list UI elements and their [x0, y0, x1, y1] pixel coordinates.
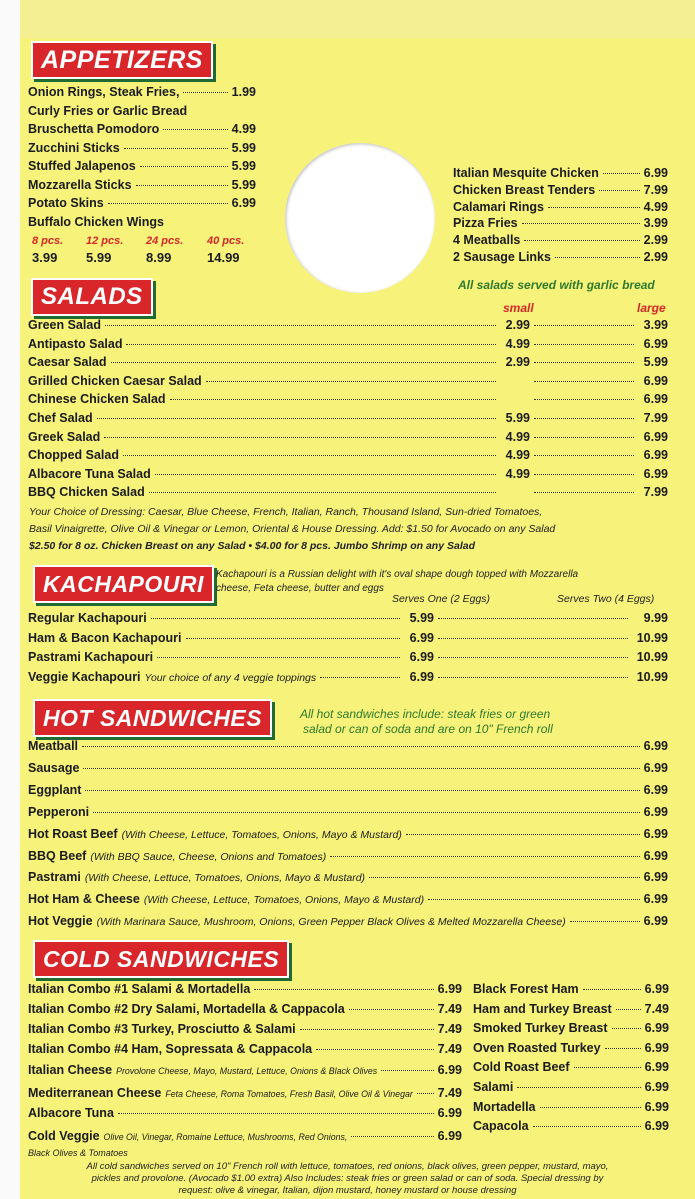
salad-item	[28, 430, 668, 444]
dot-leader	[349, 1009, 434, 1010]
item-name: Italian Cheese	[28, 1063, 113, 1077]
item-name: Capacola	[473, 1119, 529, 1134]
dot-leader	[438, 618, 628, 619]
dot-leader	[149, 492, 496, 493]
item-name: Pepperoni	[28, 804, 90, 819]
item-name: Curly Fries or Garlic Bread	[28, 103, 188, 118]
item-name: 2 Sausage Links	[453, 250, 551, 264]
item-price: 6.99	[437, 1063, 462, 1077]
price-serves-one: 5.99	[409, 611, 434, 625]
salad-item	[28, 318, 668, 332]
cold-sandwich-item	[28, 1106, 462, 1120]
dot-leader	[97, 418, 496, 419]
hot-sandwich-item	[28, 914, 668, 928]
dot-leader	[170, 399, 496, 400]
item-price: 6.99	[643, 870, 668, 885]
price-serves-two: 10.99	[636, 630, 668, 645]
item-name: Italian Mesquite Chicken	[453, 166, 599, 180]
dot-leader	[151, 618, 400, 619]
dot-leader	[320, 677, 400, 678]
item-name: Albacore Tuna Salad	[28, 466, 151, 481]
item-price: 4.99	[231, 122, 256, 136]
cold-veggie-cont: Black Olives & Tomatoes	[28, 1148, 128, 1158]
item-price: 6.99	[437, 1106, 462, 1120]
cold-sandwich-item	[28, 982, 462, 996]
price-serves-two: 10.99	[636, 650, 668, 665]
item-name: BBQ Chicken Salad	[28, 485, 145, 500]
dot-leader	[183, 92, 227, 93]
item-name: Eggplant	[28, 782, 82, 797]
item-name: Italian Combo #3 Turkey, Prosciutto & Salami	[28, 1022, 296, 1036]
item-price: 1.99	[231, 85, 256, 99]
dot-leader	[163, 129, 227, 130]
cold-footer-3: request: olive & vinegar, Italian, dijon mustard, honey mustard or house dressing	[178, 1185, 517, 1196]
item-name: Mediterranean Cheese	[28, 1086, 162, 1100]
hot-sandwich-item	[28, 892, 668, 906]
item-price: 6.99	[644, 1099, 669, 1114]
item-name: Hot Veggie	[28, 914, 93, 929]
dot-leader	[118, 1113, 434, 1114]
hot-sandwiches-banner: HOT SANDWICHES	[33, 699, 272, 737]
item-name: Ham & Bacon Kachapouri	[28, 630, 182, 645]
item-price: 6.99	[643, 826, 668, 841]
appetizer-item	[28, 122, 256, 136]
item-price: 6.99	[644, 1080, 669, 1094]
dot-leader	[555, 257, 640, 258]
dot-leader	[206, 381, 496, 382]
hot-sandwich-item	[28, 849, 668, 863]
item-price: 2.99	[643, 250, 668, 264]
item-price: 7.99	[643, 182, 668, 197]
item-name: Smoked Turkey Breast	[473, 1021, 608, 1036]
dot-leader	[534, 455, 634, 456]
dot-leader	[136, 185, 228, 186]
item-name: Regular Kachapouri	[28, 611, 147, 625]
dot-leader	[381, 1070, 433, 1071]
price-large: 7.99	[643, 411, 668, 425]
item-description: Your choice of any 4 veggie toppings	[144, 671, 317, 684]
dot-leader	[351, 1136, 433, 1137]
item-name: Albacore Tuna	[28, 1106, 114, 1120]
dot-leader	[570, 921, 640, 922]
dot-leader	[104, 437, 496, 438]
price-serves-two: 10.99	[636, 669, 668, 684]
salads-col-large: large	[637, 301, 666, 315]
item-description: (With BBQ Sauce, Cheese, Onions and Tomatoes)	[90, 850, 327, 863]
dot-leader	[140, 166, 228, 167]
dot-leader	[123, 455, 496, 456]
item-description: Provolone Cheese, Mayo, Mustard, Lettuce, Onions & Black Olives	[116, 1066, 378, 1076]
dot-leader	[534, 399, 634, 400]
salads-banner: SALADS	[31, 278, 153, 316]
item-price: 6.99	[231, 196, 256, 210]
dot-leader	[540, 1107, 641, 1108]
appetizer-item	[28, 178, 256, 192]
wings-price: 3.99	[32, 250, 58, 265]
dot-leader	[406, 834, 640, 835]
hot-sandwich-item	[28, 870, 668, 884]
appetizer-item	[453, 216, 668, 230]
dot-leader	[534, 344, 634, 345]
item-name: Chopped Salad	[28, 448, 119, 463]
salad-item	[28, 392, 668, 406]
salad-item	[28, 485, 668, 499]
item-name: Oven Roasted Turkey	[473, 1040, 601, 1055]
dot-leader	[438, 638, 628, 639]
cold-sandwich-item	[28, 1002, 462, 1016]
dot-leader	[157, 657, 400, 658]
appetizer-item	[28, 215, 248, 229]
price-serves-one: 6.99	[409, 630, 434, 645]
salad-item	[28, 411, 668, 425]
item-name: Pizza Fries	[453, 216, 518, 231]
price-serves-two: 9.99	[643, 611, 668, 625]
item-description: Olive Oil, Vinegar, Romaine Lettuce, Mushrooms, Red Onions,	[103, 1132, 348, 1142]
item-name: Ham and Turkey Breast	[473, 1001, 612, 1016]
salad-item	[28, 467, 668, 481]
dot-leader	[533, 1126, 641, 1127]
item-name: Antipasto Salad	[28, 336, 123, 351]
dot-leader	[534, 325, 634, 326]
item-name: Italian Combo #1 Salami & Mortadella	[28, 982, 251, 996]
cold-sandwich-item	[473, 1080, 669, 1094]
salads-note: All salads served with garlic bread	[458, 278, 655, 292]
dot-leader	[522, 223, 640, 224]
salads-col-small: small	[503, 301, 534, 315]
item-name: Italian Combo #2 Dry Salami, Mortadella & Cappacola	[28, 1002, 345, 1016]
item-price: 6.99	[437, 982, 462, 996]
salad-item	[28, 374, 668, 388]
item-name: Hot Roast Beef	[28, 826, 118, 841]
price-large: 3.99	[643, 318, 668, 332]
wings-price: 8.99	[146, 250, 172, 265]
price-large: 6.99	[643, 373, 668, 388]
dot-leader	[548, 207, 640, 208]
price-large: 6.99	[643, 336, 668, 351]
item-name: Onion Rings, Steak Fries,	[28, 85, 180, 99]
dot-leader	[83, 768, 639, 769]
cold-sandwich-item	[28, 1042, 462, 1056]
dot-leader	[583, 989, 641, 990]
wings-size: 8 pcs.	[32, 235, 64, 247]
cold-footer-2: pickles and provolone. (Avocado $1.00 extra) Also Includes: steak fries or green salad or can of soda. Special dressing by	[91, 1173, 604, 1184]
item-name: Zucchini Sticks	[28, 140, 120, 155]
dot-leader	[369, 877, 640, 878]
kachapouri-desc-2: cheese, Feta cheese, butter and eggs	[216, 583, 384, 594]
dot-leader	[428, 899, 640, 900]
dot-leader	[438, 677, 628, 678]
item-name: Stuffed Jalapenos	[28, 159, 136, 173]
appetizer-item	[28, 141, 256, 155]
kachapouri-banner: KACHAPOURI	[33, 565, 214, 603]
item-name: Hot Ham & Cheese	[28, 892, 140, 907]
cold-sandwich-item	[473, 1002, 669, 1016]
item-name: Green Salad	[28, 318, 101, 332]
dot-leader	[574, 1067, 641, 1068]
dressing-line-2: Basil Vinaigrette, Olive Oil & Vinegar or Lemon, Oriental & House Dressing. Add: $1.50 for Avocado on any Salad	[29, 523, 556, 535]
item-description: (With Marinara Sauce, Mushroom, Onions, Green Pepper Black Olives & Melted Mozzarella Cheese)	[96, 916, 566, 929]
price-small: 2.99	[505, 355, 530, 370]
appetizer-item	[28, 196, 256, 210]
dot-leader	[85, 790, 639, 791]
price-small: 5.99	[505, 411, 530, 425]
item-name: Mozzarella Sticks	[28, 177, 132, 192]
hot-sandwich-item	[28, 783, 668, 797]
item-name: Caesar Salad	[28, 355, 107, 370]
cold-sandwich-item	[28, 1022, 462, 1036]
price-small: 2.99	[505, 318, 530, 332]
appetizer-item	[453, 233, 668, 247]
kachapouri-item	[28, 631, 668, 645]
dot-leader	[93, 812, 640, 813]
dot-leader	[316, 1049, 434, 1050]
item-price: 6.99	[643, 848, 668, 863]
item-price: 6.99	[643, 804, 668, 819]
item-price: 3.99	[643, 216, 668, 231]
price-large: 5.99	[643, 355, 668, 370]
item-name: Bruschetta Pomodoro	[28, 122, 160, 136]
hot-note-2: salad or can of soda and are on 10" French roll	[303, 722, 553, 736]
wings-price: 5.99	[86, 250, 112, 265]
hot-note-1: All hot sandwiches include: steak fries or green	[300, 707, 551, 721]
dot-leader	[599, 190, 639, 191]
item-description: Feta Cheese, Roma Tomatoes, Fresh Basil, Olive Oil & Vinegar	[165, 1089, 413, 1099]
appetizer-item	[28, 159, 256, 173]
dot-leader	[534, 418, 634, 419]
price-large: 6.99	[643, 448, 668, 463]
price-large: 6.99	[643, 429, 668, 444]
item-price: 2.99	[643, 233, 668, 248]
item-name: Greek Salad	[28, 429, 101, 444]
appetizer-item	[28, 85, 256, 99]
kachapouri-col-two: Serves Two (4 Eggs)	[557, 593, 655, 605]
item-name: Cold Veggie	[28, 1129, 100, 1143]
dot-leader	[534, 492, 634, 493]
dot-leader	[155, 474, 496, 475]
item-price: 4.99	[643, 199, 668, 214]
dot-leader	[534, 381, 634, 382]
item-name: Calamari Rings	[453, 199, 545, 214]
kachapouri-item	[28, 650, 668, 664]
wings-size: 40 pcs.	[207, 235, 245, 247]
item-price: 6.99	[437, 1129, 462, 1143]
item-price: 7.49	[437, 1022, 462, 1036]
dot-leader	[534, 437, 634, 438]
cold-sandwich-item	[28, 1063, 462, 1077]
dot-leader	[108, 203, 228, 204]
item-price: 7.49	[644, 1001, 669, 1016]
dot-leader	[534, 362, 634, 363]
item-name: Meatball	[28, 739, 79, 753]
hot-sandwich-item	[28, 805, 668, 819]
appetizer-item	[28, 104, 248, 118]
hot-sandwich-item	[28, 827, 668, 841]
item-name: Chef Salad	[28, 411, 93, 425]
dot-leader	[330, 856, 639, 857]
appetizer-item	[453, 250, 668, 264]
item-name: Black Forest Ham	[473, 982, 579, 996]
appetizer-item	[453, 166, 668, 180]
item-description: (With Cheese, Lettuce, Tomatoes, Onions, Mayo & Mustard)	[143, 894, 425, 907]
page-edge	[0, 0, 20, 1199]
item-name: Italian Combo #4 Ham, Sopressata & Cappacola	[28, 1042, 313, 1056]
price-small: 4.99	[505, 466, 530, 481]
appetizers-banner: APPETIZERS	[31, 41, 213, 79]
cold-sandwich-item	[473, 1119, 669, 1133]
dot-leader	[605, 1048, 641, 1049]
item-name: Veggie Kachapouri	[28, 669, 141, 684]
price-large: 7.99	[643, 485, 668, 500]
item-price: 6.99	[644, 1119, 669, 1134]
item-name: Cold Roast Beef	[473, 1060, 570, 1075]
item-price: 5.99	[231, 177, 256, 192]
item-price: 7.49	[437, 1002, 462, 1016]
dot-leader	[417, 1093, 434, 1094]
item-name: Grilled Chicken Caesar Salad	[28, 373, 202, 388]
item-price: 6.99	[643, 914, 668, 929]
dot-leader	[603, 173, 640, 174]
item-price: 6.99	[643, 760, 668, 775]
dot-leader	[612, 1028, 641, 1029]
hot-sandwich-item	[28, 739, 668, 753]
dot-leader	[186, 638, 400, 639]
wings-size: 24 pcs.	[146, 235, 184, 247]
item-price: 7.49	[437, 1042, 462, 1056]
price-large: 6.99	[643, 466, 668, 481]
price-serves-one: 6.99	[409, 669, 434, 684]
item-price: 6.99	[644, 1021, 669, 1036]
item-name: Sausage	[28, 760, 80, 775]
dot-leader	[254, 989, 433, 990]
item-price: 5.99	[231, 159, 256, 173]
kachapouri-item	[28, 670, 668, 684]
salad-item	[28, 448, 668, 462]
cold-sandwiches-banner: COLD SANDWICHES	[33, 940, 289, 978]
item-name: Chicken Breast Tenders	[453, 182, 596, 197]
hot-sandwich-item	[28, 761, 668, 775]
dot-leader	[126, 344, 496, 345]
item-name: Mortadella	[473, 1099, 536, 1114]
salad-item	[28, 355, 668, 369]
door-hanger-hole	[285, 143, 435, 293]
item-name: Potato Skins	[28, 196, 104, 210]
dot-leader	[111, 362, 496, 363]
appetizer-item	[453, 200, 668, 214]
item-name: Pastrami Kachapouri	[28, 650, 154, 665]
salad-item	[28, 337, 668, 351]
item-name: Chinese Chicken Salad	[28, 392, 166, 407]
dot-leader	[524, 240, 639, 241]
dot-leader	[105, 325, 496, 326]
cold-sandwich-item	[28, 1086, 462, 1100]
dressing-line-1: Your Choice of Dressing: Caesar, Blue Cheese, French, Italian, Ranch, Thousand Island, Sun-dried Tomatoes,	[29, 506, 543, 518]
price-small: 4.99	[505, 336, 530, 351]
price-small: 4.99	[505, 448, 530, 463]
dressing-line-3: $2.50 for 8 oz. Chicken Breast on any Salad • $4.00 for 8 pcs. Jumbo Shrimp on any Salad	[29, 540, 475, 552]
item-description: (With Cheese, Lettuce, Tomatoes, Onions, Mayo & Mustard)	[121, 828, 402, 841]
item-description: (With Cheese, Lettuce, Tomatoes, Onions, Mayo & Mustard)	[84, 872, 366, 885]
cold-sandwich-item	[473, 1041, 669, 1055]
cold-footer-1: All cold sandwiches served on 10" French roll with lettuce, tomatoes, red onions, black olives, green pepper, mustard, mayo,	[86, 1161, 609, 1172]
dot-leader	[82, 746, 640, 747]
item-price: 7.49	[437, 1086, 462, 1100]
item-name: Pastrami	[28, 870, 81, 885]
dot-leader	[300, 1029, 434, 1030]
item-name: Buffalo Chicken Wings	[28, 214, 165, 229]
item-price: 6.99	[643, 739, 668, 753]
dot-leader	[517, 1087, 640, 1088]
wings-price: 14.99	[207, 250, 240, 265]
appetizer-item	[453, 183, 668, 197]
item-price: 6.99	[644, 1040, 669, 1055]
price-serves-one: 6.99	[409, 650, 434, 665]
cold-sandwich-item	[473, 1021, 669, 1035]
cold-sandwich-item	[473, 1100, 669, 1114]
dot-leader	[616, 1009, 641, 1010]
price-large: 6.99	[643, 392, 668, 407]
dot-leader	[124, 148, 228, 149]
kachapouri-col-one: Serves One (2 Eggs)	[392, 593, 491, 605]
cold-sandwich-item	[473, 982, 669, 996]
item-name: BBQ Beef	[28, 848, 87, 863]
item-name: Salami	[473, 1080, 514, 1094]
kachapouri-item	[28, 611, 668, 625]
item-price: 6.99	[643, 892, 668, 907]
cold-sandwich-item	[473, 1060, 669, 1074]
dot-leader	[438, 657, 628, 658]
item-price: 6.99	[643, 782, 668, 797]
item-price: 6.99	[644, 982, 669, 996]
cold-sandwich-item	[28, 1129, 462, 1143]
item-name: 4 Meatballs	[453, 233, 521, 248]
price-small: 4.99	[505, 429, 530, 444]
item-price: 6.99	[644, 1060, 669, 1075]
wings-size: 12 pcs.	[86, 235, 124, 247]
item-price: 5.99	[231, 140, 256, 155]
item-price: 6.99	[643, 166, 668, 180]
top-strip	[20, 0, 695, 38]
kachapouri-desc-1: Kachapouri is a Russian delight with it's oval shape dough topped with Mozzarella	[216, 569, 579, 580]
dot-leader	[534, 474, 634, 475]
